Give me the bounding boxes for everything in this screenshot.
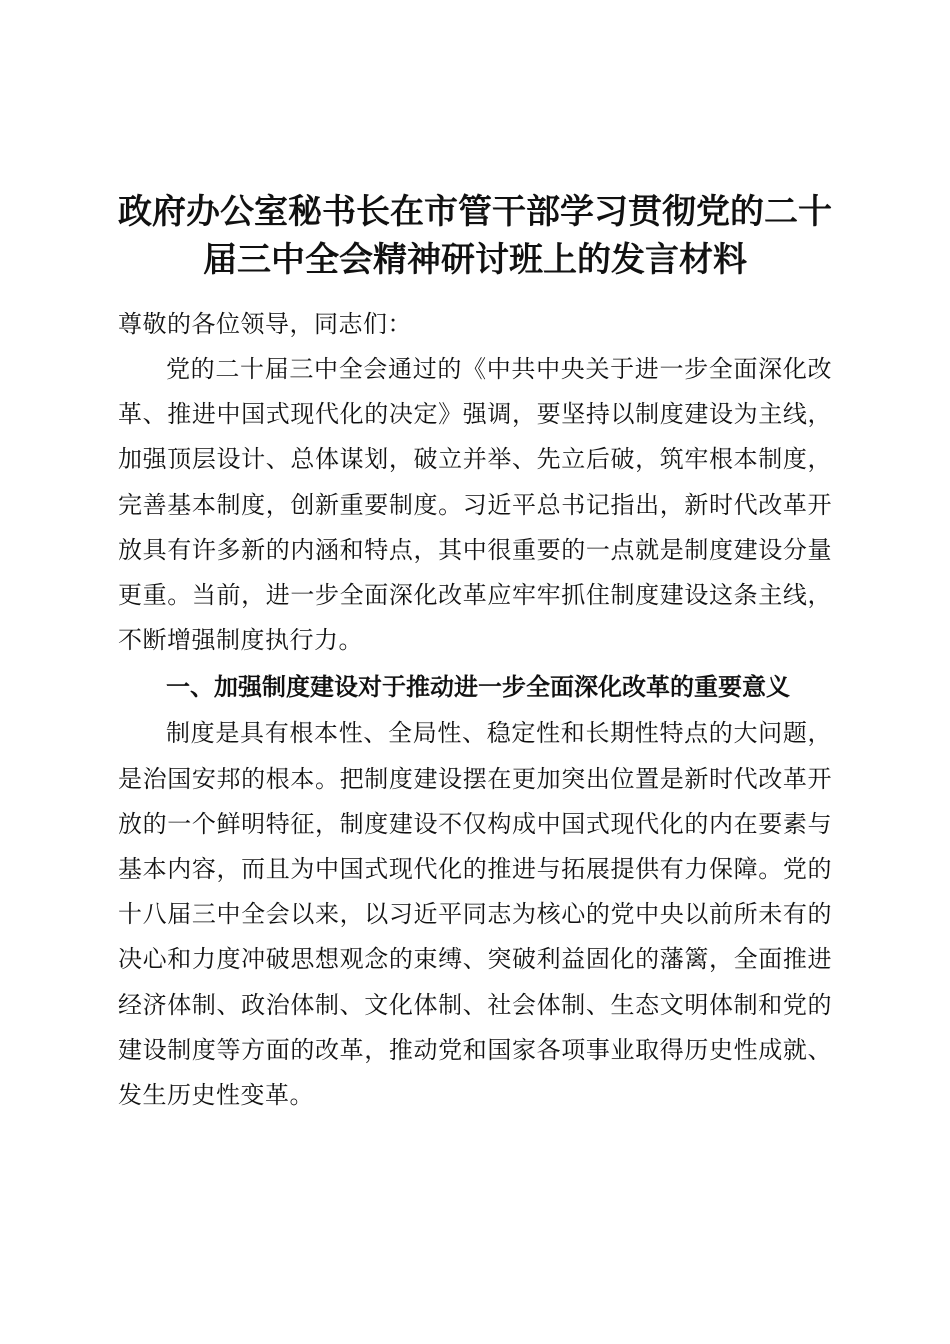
document-title: 政府办公室秘书长在市管干部学习贯彻党的二十届三中全会精神研讨班上的发言材料 [118, 192, 832, 280]
document-page [118, 188, 832, 1118]
salutation: 尊敬的各位领导，同志们： [118, 310, 412, 338]
paragraph-intro: 党的二十届三中全会通过的《中共中央关于进一步全面深化改革、推进中国式现代化的决定》强调，要坚持以制度建设为主线，加强顶层设计、总体谋划，破立并举、先立后破，筑牢根本制度，完善基本制度，创新重要制度。习近平总书记指出，新时代改革开放具有许多新的内涵和特点，其中很重要的一点就是制度建设分量更重。当前，进一步全面深化改革应牢牢抓住制度建设这条主线，不断增强制度执行力。 [118, 355, 832, 655]
section-heading-1: 一、加强制度建设对于推动进一步全面深化改革的重要意义 [166, 673, 790, 702]
paragraph-section-1: 制度是具有根本性、全局性、稳定性和长期性特点的大问题，是治国安邦的根本。把制度建设摆在更加突出位置是新时代改革开放的一个鲜明特征，制度建设不仅构成中国式现代化的内在要素与基本内容，而且为中国式现代化的推进与拓展提供有力保障。党的十八届三中全会以来，以习近平同志为核心的党中央以前所未有的决心和力度冲破思想观念的束缚、突破利益固化的藩篱，全面推进经济体制、政治体制、文化体制、社会体制、生态文明体制和党的建设制度等方面的改革，推动党和国家各项事业取得历史性成就、发生历史性变革。 [118, 719, 832, 1110]
